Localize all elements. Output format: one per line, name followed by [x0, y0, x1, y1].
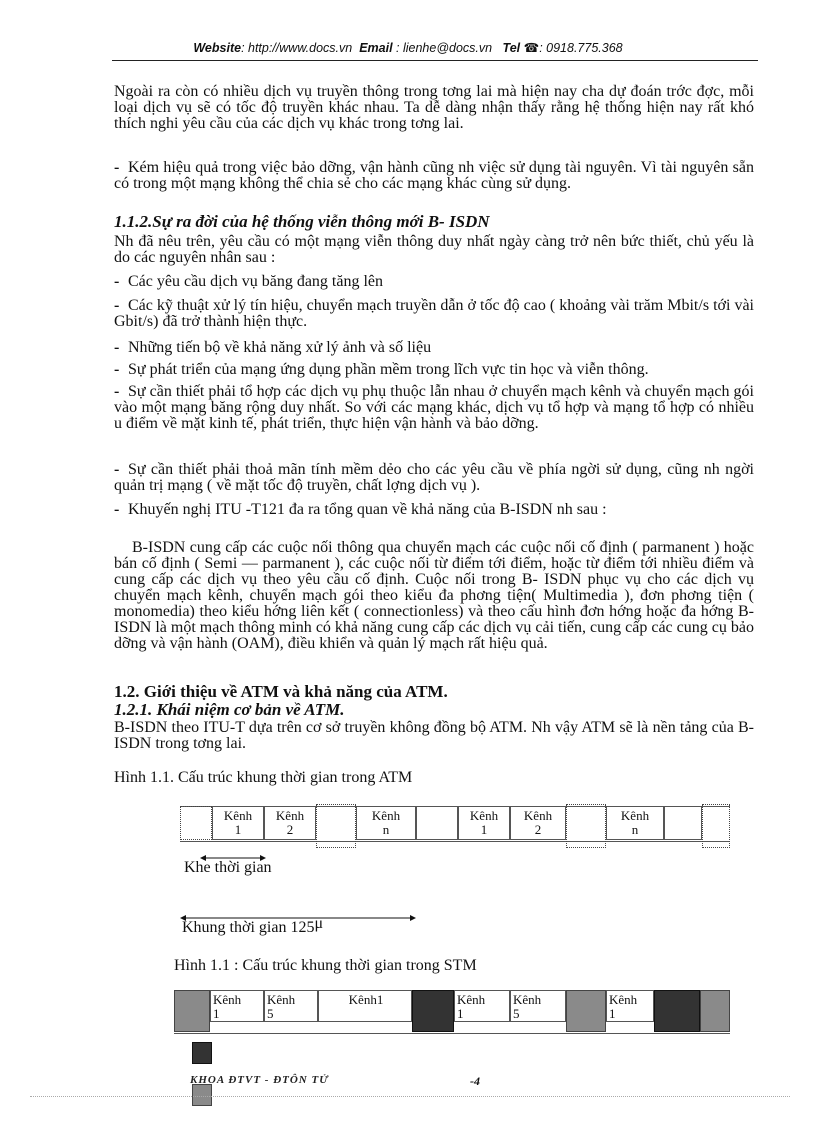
header-rule: [112, 60, 758, 61]
stm-cell: Kênh 1: [606, 990, 654, 1022]
stm-cell: Kênh 5: [264, 990, 318, 1022]
legend-dark-square: [192, 1042, 212, 1064]
stm-gray-slot: [566, 990, 606, 1032]
bullet-2: - Các kỹ thuật xử lý tín hiệu, chuyển mạch truyền dẫn ở tốc độ cao ( khoảng vài trăm Mbit/s tới vài Gbit/s) đã trở thành hiện thực.: [114, 298, 754, 330]
email-value[interactable]: : lienhe@docs.vn: [396, 41, 493, 55]
stm-cell: Kênh 1: [454, 990, 510, 1022]
section-1-2-1-heading: 1.2.1. Khái niệm cơ bản về ATM.: [114, 700, 345, 719]
atm-cell: Kênh 2: [510, 806, 566, 840]
stm-cell: Kênh1: [318, 990, 412, 1022]
bullet-maintenance: - Kém hiệu quả trong việc bảo dỡng, vận hành cũng nh việc sử dụng tài nguyên. Vì tài nguyên sẵn có trong một mạng không thể chia sẻ cho các mạng khác cùng sử dụng.: [114, 160, 754, 192]
website-label: Website: [193, 41, 242, 55]
footer-rule: [30, 1096, 790, 1097]
atm-empty-slot: [416, 806, 458, 840]
legend-gray-square: [192, 1084, 212, 1106]
bullet-3: - Những tiến bộ về khả năng xử lý ảnh và số liệu: [114, 340, 754, 356]
stm-cell: Kênh 5: [510, 990, 566, 1022]
paragraph-4: B-ISDN cung cấp các cuộc nối thông qua chuyển mạch các cuộc nối cố định ( parmanent ) hoặc bán cố định ( Semi — parmanent ), các cuộc nối từ điểm tới điểm, hoặc từ điểm tới nhiều điểm và cung cấp các dịch vụ theo yêu cầu cố định. Cuộc nối trong B- ISDN phục vụ cho các dịch vụ chuyển mạch kênh, chuyển mạch gói theo kiểu đa phơng tiện( Multimedia ), đơn phơng tiện ( monomedia) theo kiểu hớng liên kết ( connectionless) và theo cấu hình đơn hớng hoặc đa hớng B- ISDN là một mạch thông minh có khả năng cung cấp các dịch vụ cải tiến, cung cấp các cung cụ bảo dỡng và vận hành (OAM), điều khiển và quản lý mạch rất hiệu quả.: [114, 539, 754, 652]
stm-dark-slot: [412, 990, 454, 1032]
time-slot-label: Khe thời gian: [184, 859, 272, 876]
figure-2-caption: Hình 1.1 : Cấu trúc khung thời gian trong STM: [174, 957, 477, 974]
atm-cell: Kênh 1: [212, 806, 264, 840]
bullet-4: - Sự phát triển của mạng ứng dụng phần mềm trong lĩch vực tin học và viễn thông.: [114, 362, 754, 378]
paragraph-5: B-ISDN theo ITU-T dựa trên cơ sở truyền không đồng bộ ATM. Nh vậy ATM sẽ là nền tảng của B- ISDN trong tơng lai.: [114, 719, 754, 752]
paragraph-3: Nh đã nêu trên, yêu cầu có một mạng viễn thông duy nhất ngày càng trở nên bức thiết, chủ yếu là do các nguyên nhân sau :: [114, 233, 754, 266]
section-1-1-2-heading: 1.1.2.Sự ra đời của hệ thống viễn thông mới B- ISDN: [114, 212, 490, 231]
page-header: [0, 40, 816, 55]
tel-label: Tel: [502, 41, 521, 55]
atm-empty-slot: [180, 806, 212, 840]
bullet-7: - Khuyến nghị ITU -T121 đa ra tổng quan về khả năng của B-ISDN nh sau :: [114, 502, 754, 518]
phone-icon: ☎: [523, 41, 540, 55]
paragraph-1: Ngoài ra còn có nhiều dịch vụ truyền thông trong tơng lai mà hiện nay cha dự đoán trớc đợc, mỗi loại dịch vụ sẽ có tốc độ truyền khác nhau. Ta dễ dàng nhận thấy rằng hệ thống hiện nay rất khó thích nghi yêu cầu của các dịch vụ khác trong tơng lai.: [114, 83, 754, 132]
stm-gray-slot: [174, 990, 210, 1032]
atm-cell: Kênh 1: [458, 806, 510, 840]
tel-value: : 0918.775.368: [539, 41, 623, 55]
section-1-2-heading: 1.2. Giới thiệu về ATM và khả năng của ATM.: [114, 682, 448, 701]
page-number: -4: [470, 1074, 480, 1088]
atm-empty-slot: [316, 804, 356, 848]
bullet-5: - Sự cần thiết phải tổ hợp các dịch vụ phụ thuộc lẫn nhau ở chuyển mạch kênh và chuyển mạch gói vào một mạng băng rộng duy nhất. So với các mạng khác, dịch vụ tổ hợp và mạng tổ hợp có nhiều u điểm về mặt kinh tế, phát triển, thực hiện vận hành và bảo dỡng.: [114, 384, 754, 432]
footer-faculty: KHOA ĐTVT - ĐTÔN TỬ: [190, 1074, 329, 1086]
figure-1-caption: Hình 1.1. Cấu trúc khung thời gian trong ATM: [114, 769, 413, 786]
website-value[interactable]: : http://www.docs.vn: [241, 41, 353, 55]
stm-cell: Kênh 1: [210, 990, 264, 1022]
atm-cell: Kênh n: [606, 806, 664, 840]
atm-empty-slot: [664, 806, 702, 840]
frame-label: Khung thời gian 125μ: [182, 915, 324, 936]
email-label: Email: [359, 41, 393, 55]
atm-cell: Kênh n: [356, 806, 416, 840]
atm-cell: Kênh 2: [264, 806, 316, 840]
bullet-1: - Các yêu cầu dịch vụ băng đang tăng lên: [114, 274, 754, 290]
stm-gray-slot: [700, 990, 730, 1032]
atm-empty-slot: [566, 804, 606, 848]
atm-empty-slot: [702, 804, 730, 848]
bullet-6: - Sự cần thiết phải thoả mãn tính mềm dẻo cho các yêu cầu về phía ngời sử dụng, cũng nh ngời quản trị mạng ( về mặt tốc độ truyền, chất lợng dịch vụ ).: [114, 462, 754, 494]
stm-dark-slot: [654, 990, 700, 1032]
